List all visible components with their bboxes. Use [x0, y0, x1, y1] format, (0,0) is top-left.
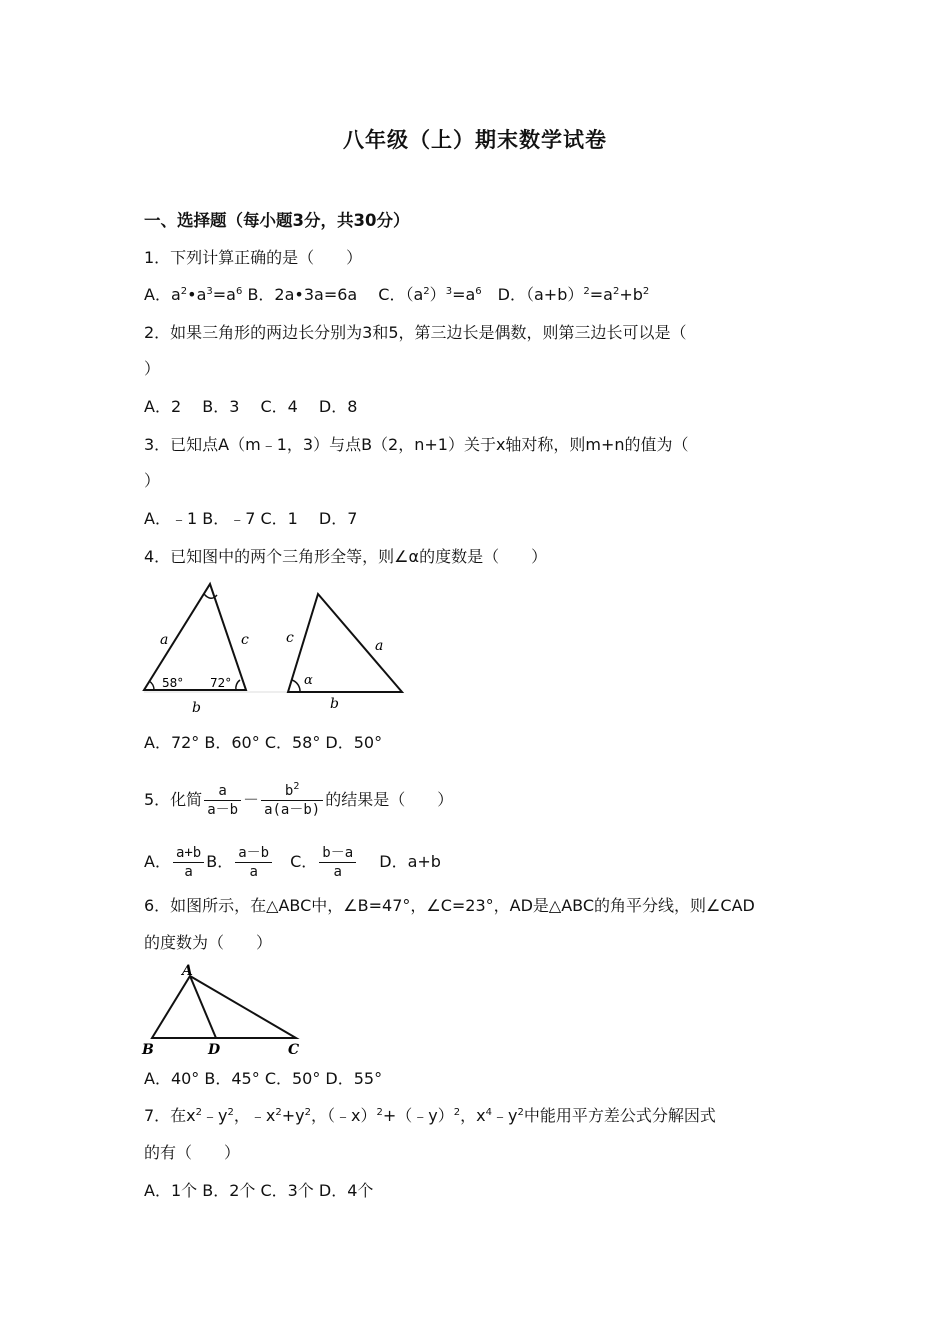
tri1-side-a: a [160, 632, 169, 648]
question-7-options: A．1个 B．2个 C．3个 D．4个 [144, 1181, 374, 1200]
tri1-side-c: c [241, 632, 249, 648]
tri1-angle-72: 72° [210, 676, 232, 690]
tri1-side-b: b [192, 700, 201, 716]
question-5-stem: 5．化简 $\frac{a}{a-b}$ － $\frac{b^2}{a(a-b)}$ 的结果是（ ） [144, 781, 454, 818]
fraction-b2-over-a-a-minus-b: $\frac{b^2}{a(a-b)}$ [261, 782, 323, 819]
tri2-alpha: α [304, 673, 313, 688]
question-5-options: A． $\frac{a+b}{a}$ B． $\frac{a-b}{a}$ C． $\frac{b-a}{a}$ D．a+b [144, 845, 441, 880]
question-1-options: A．$a^2•a^3=a^6$ B．2a•3a=6a C．$(a^2)^3=a^6$ D．$(a+b)^2=a^2+b^2$ [144, 285, 650, 304]
tri2-side-b: b [330, 696, 339, 712]
question-7-stem-2: 的有（ ） [144, 1143, 241, 1162]
question-2-options: A．2 B．3 C．4 D．8 [144, 397, 358, 416]
question-6-stem-2: 的度数为（ ） [144, 933, 273, 952]
triangles-figure [140, 578, 410, 718]
left-angle-arc [149, 681, 154, 690]
question-3-stem: 3．已知点A（m﹣1，3）与点B（2，n+1）关于x轴对称，则m+n的值为（ [144, 435, 689, 454]
section-heading: 一、选择题（每小题3分，共30分） [144, 211, 410, 230]
question-4-stem: 4．已知图中的两个三角形全等，则∠α的度数是（ ） [144, 547, 548, 566]
question-6-options: A．40° B．45° C．50° D．55° [144, 1069, 383, 1088]
label-b: B [142, 1042, 154, 1058]
right-angle-arc [236, 680, 240, 690]
question-2-stem-end: ） [144, 359, 161, 378]
question-7-stem: 7．在$x^2﹣y^2$，$﹣x^2+y^2$，（﹣x）$^2$+（﹣y）$^2$，$x^4﹣y^2$中能用平方差公式分解因式 [144, 1106, 716, 1125]
tri2-side-a: a [375, 638, 384, 654]
option-b-fraction: $\frac{a-b}{a}$ [235, 844, 272, 881]
question-1-stem: 1．下列计算正确的是（ ） [144, 248, 363, 267]
triangle-abc-figure [138, 962, 308, 1058]
tri1-angle-58: 58° [162, 676, 184, 690]
tri2-side-c: c [286, 630, 294, 646]
alpha-angle-arc [292, 680, 300, 692]
label-c: C [288, 1042, 300, 1058]
option-a-fraction: $\frac{a+b}{a}$ [173, 844, 204, 881]
question-4-options: A．72° B．60° C．58° D．50° [144, 733, 383, 752]
option-c-fraction: $\frac{b-a}{a}$ [319, 844, 356, 881]
angle-bisector-ad [190, 976, 216, 1038]
question-2-stem: 2．如果三角形的两边长分别为3和5，第三边长是偶数，则第三边长可以是（ [144, 323, 687, 342]
page-title: 八年级（上）期末数学试卷 [343, 128, 607, 152]
question-3-options: A．﹣1 B．﹣7 C．1 D．7 [144, 509, 358, 528]
triangle-abc [152, 976, 296, 1038]
apex-angle-arc [204, 594, 217, 598]
fraction-a-over-a-minus-b: $\frac{a}{a-b}$ [204, 782, 241, 819]
question-6-stem: 6．如图所示，在△ABC中，∠B=47°，∠C=23°，AD是△ABC的角平分线，则∠CAD [144, 896, 755, 915]
question-3-stem-end: ） [144, 471, 161, 490]
label-a: A [182, 963, 193, 979]
label-d: D [208, 1042, 221, 1058]
